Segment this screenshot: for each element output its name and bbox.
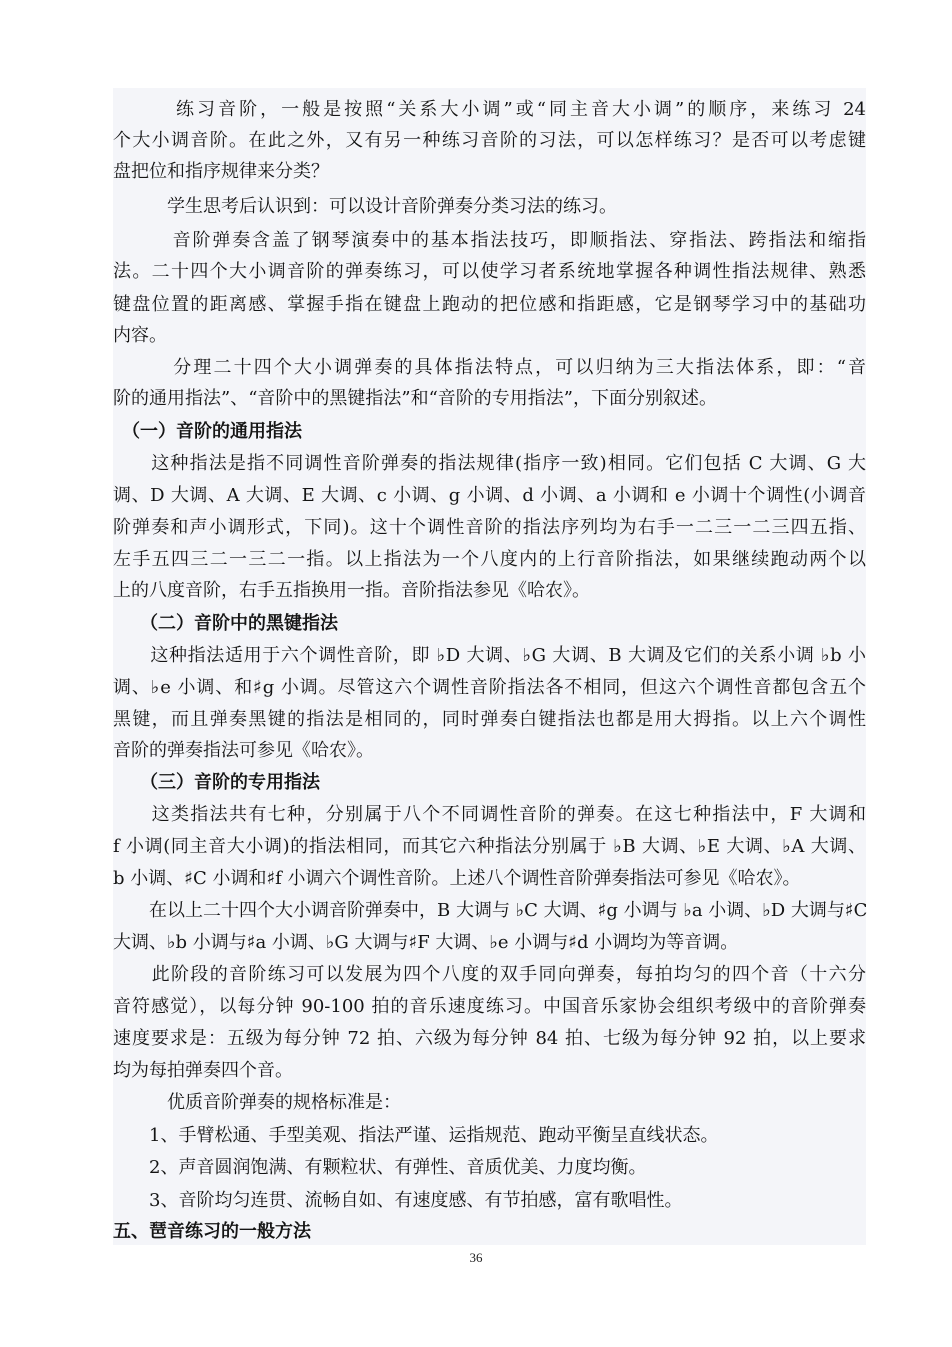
paragraph-line: 黑键，而且弹奏黑键的指法是相同的，同时弹奏白键指法也都是用大拇指。以上六个调性	[113, 709, 866, 730]
list-item: 1、手臂松通、手型美观、指法严谨、运指规范、跑动平衡呈直线状态。	[113, 1125, 719, 1146]
paragraph-line: 个大小调音阶。在此之外，又有另一种练习音阶的习法，可以怎样练习？是否可以考虑键	[113, 130, 866, 151]
paragraph-line: 速度要求是：五级为每分钟 72 拍、六级为每分钟 84 拍、七级为每分钟 92 拍，以上要求	[113, 1028, 866, 1049]
paragraph-line: 内容。	[113, 325, 167, 346]
paragraph-line: f 小调(同主音大小调)的指法相同，而其它六种指法分别属于 ♭B 大调、♭E 大调、♭A 大调、	[113, 836, 866, 857]
paragraph-line: 法。二十四个大小调音阶的弹奏练习，可以使学习者系统地掌握各种调性指法规律、熟悉	[113, 261, 866, 282]
paragraph-line: 这类指法共有七种，分别属于八个不同调性音阶的弹奏。在这七种指法中，F 大调和	[113, 804, 866, 825]
paragraph-line: 优质音阶弹奏的规格标准是：	[113, 1092, 401, 1113]
paragraph-line: 调、♭e 小调、和♯g 小调。尽管这六个调性音阶指法各不相同，但这六个调性音都包含五个	[113, 677, 866, 698]
section-heading: （三）音阶的专用指法	[113, 772, 320, 793]
paragraph-line: 此阶段的音阶练习可以发展为四个八度的双手同向弹奏，每拍均匀的四个音（十六分	[113, 964, 866, 985]
list-item: 3、音阶均匀连贯、流畅自如、有速度感、有节拍感，富有歌唱性。	[113, 1190, 683, 1211]
paragraph-line: 左手五四三二一三二一指。以上指法为一个八度内的上行音阶指法，如果继续跑动两个以	[113, 549, 866, 570]
paragraph-line: 音阶弹奏含盖了钢琴演奏中的基本指法技巧，即顺指法、穿指法、跨指法和缩指	[113, 230, 866, 251]
paragraph-line: 音阶的弹奏指法可参见《哈农》。	[113, 740, 374, 761]
paragraph-line: 上的八度音阶，右手五指换用一指。音阶指法参见《哈农》。	[113, 580, 590, 601]
paragraph-line: 这种指法适用于六个调性音阶，即 ♭D 大调、♭G 大调、B 大调及它们的关系小调 ♭b 小	[113, 645, 866, 666]
page-number: 36	[469, 1250, 483, 1265]
paragraph-line: 均为每拍弹奏四个音。	[113, 1060, 293, 1081]
paragraph-line: 盘把位和指序规律来分类？	[113, 161, 329, 182]
paragraph-line: 在以上二十四个大小调音阶弹奏中，B 大调与 ♭C 大调、♯g 小调与 ♭a 小调、♭D 大调与♯C	[113, 900, 868, 921]
paragraph-line: 分理二十四个大小调弹奏的具体指法特点，可以归纳为三大指法体系，即：“音	[113, 357, 866, 378]
paragraph-line: 调、D 大调、A 大调、E 大调、c 小调、g 小调、d 小调、a 小调和 e 小调十个调性(小调音	[113, 485, 866, 506]
section-heading: （二）音阶中的黑键指法	[113, 613, 338, 634]
paragraph-line: 学生思考后认识到：可以设计音阶弹奏分类习法的练习。	[113, 196, 617, 217]
paragraph-line: 阶的通用指法”、“音阶中的黑键指法”和“音阶的专用指法”，下面分别叙述。	[113, 388, 718, 409]
paragraph-line: 大调、♭b 小调与♯a 小调、♭G 大调与♯F 大调、♭e 小调与♯d 小调均为等音调。	[113, 932, 739, 953]
paragraph-line: b 小调、♯C 小调和♯f 小调六个调性音阶。上述八个调性音阶弹奏指法可参见《哈农》。	[113, 868, 801, 889]
section-heading: 五、琶音练习的一般方法	[113, 1221, 311, 1242]
paragraph-line: 键盘位置的距离感、掌握手指在键盘上跑动的把位感和指距感，它是钢琴学习中的基础功	[113, 294, 866, 315]
section-heading: （一）音阶的通用指法	[113, 421, 302, 442]
paragraph-line: 音符感觉），以每分钟 90-100 拍的音乐速度练习。中国音乐家协会组织考级中的音阶弹奏	[113, 996, 866, 1017]
paragraph-line: 这种指法是指不同调性音阶弹奏的指法规律(指序一致)相同。它们包括 C 大调、G 大	[113, 453, 866, 474]
paragraph-line: 练习音阶，一般是按照“关系大小调”或“同主音大小调”的顺序，来练习 24	[113, 99, 866, 120]
list-item: 2、声音圆润饱满、有颗粒状、有弹性、音质优美、力度均衡。	[113, 1157, 647, 1178]
paragraph-line: 阶弹奏和声小调形式，下同)。这十个调性音阶的指法序列均为右手一二三一二三四五指、	[113, 517, 866, 538]
